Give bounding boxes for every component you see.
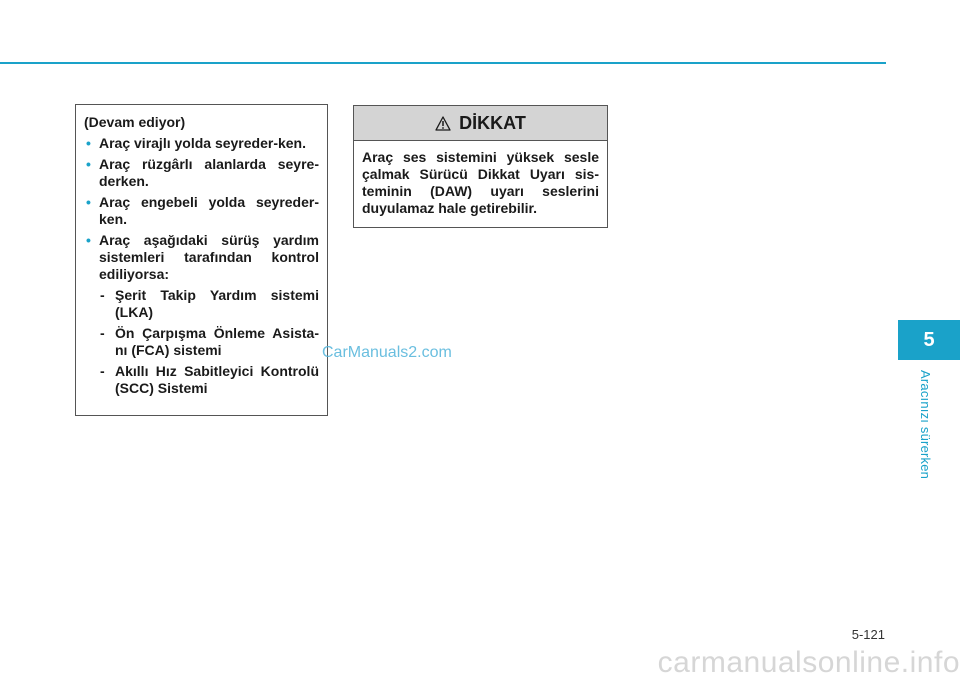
caution-box [353,105,608,228]
list-item-text: Araç engebeli yolda seyreder-ken. [99,194,319,227]
caution-title: DİKKAT [459,112,526,133]
list-item [84,232,319,283]
page-number: 5-121 [851,627,885,642]
list-item-text: Araç virajlı yolda seyreder-ken. [99,135,306,151]
sub-list-item [84,363,319,397]
dash-icon: - [100,287,105,303]
list-item [84,135,319,152]
footer-watermark: carmanualsonline.info [657,646,960,679]
bullet-icon: • [86,135,91,151]
continued-label: (Devam ediyor) [84,114,186,130]
list-item [84,156,319,190]
bullet-icon: • [86,194,91,210]
caution-header [354,106,607,141]
sub-list-item-text: Ön Çarpışma Önleme Asista-nı (FCA) sistemi [115,325,319,358]
chapter-tab [898,320,960,360]
sub-list-item-text: Şerit Takip Yardım sistemi (LKA) [115,287,319,320]
sub-list-item-text: Akıllı Hız Sabitleyici Kontrolü (SCC) Sistemi [115,363,319,396]
chapter-number: 5 [923,328,935,351]
dash-icon: - [100,325,105,341]
dash-icon: - [100,363,105,379]
list-item-text: Araç aşağıdaki sürüş yardım sistemleri tarafından kontrol ediliyorsa: [99,232,319,282]
bullet-icon: • [86,232,91,248]
continued-note-box [75,104,328,416]
top-rule [0,62,886,64]
list-item-text: Araç rüzgârlı alanlarda seyre-derken. [99,156,319,189]
caution-text: Araç ses sistemini yüksek sesle çalmak Sürücü Dikkat Uyarı sis-teminin (DAW) uyarı seslerini duyulamaz hale getirebilir. [362,149,599,216]
sub-list-item [84,325,319,359]
warning-triangle-icon [435,116,451,131]
chapter-label: Aracınızı sürerken [918,370,933,480]
watermark-text: CarManuals2.com [322,344,452,361]
bullet-icon: • [86,156,91,172]
list-item [84,194,319,228]
sub-list-item [84,287,319,321]
